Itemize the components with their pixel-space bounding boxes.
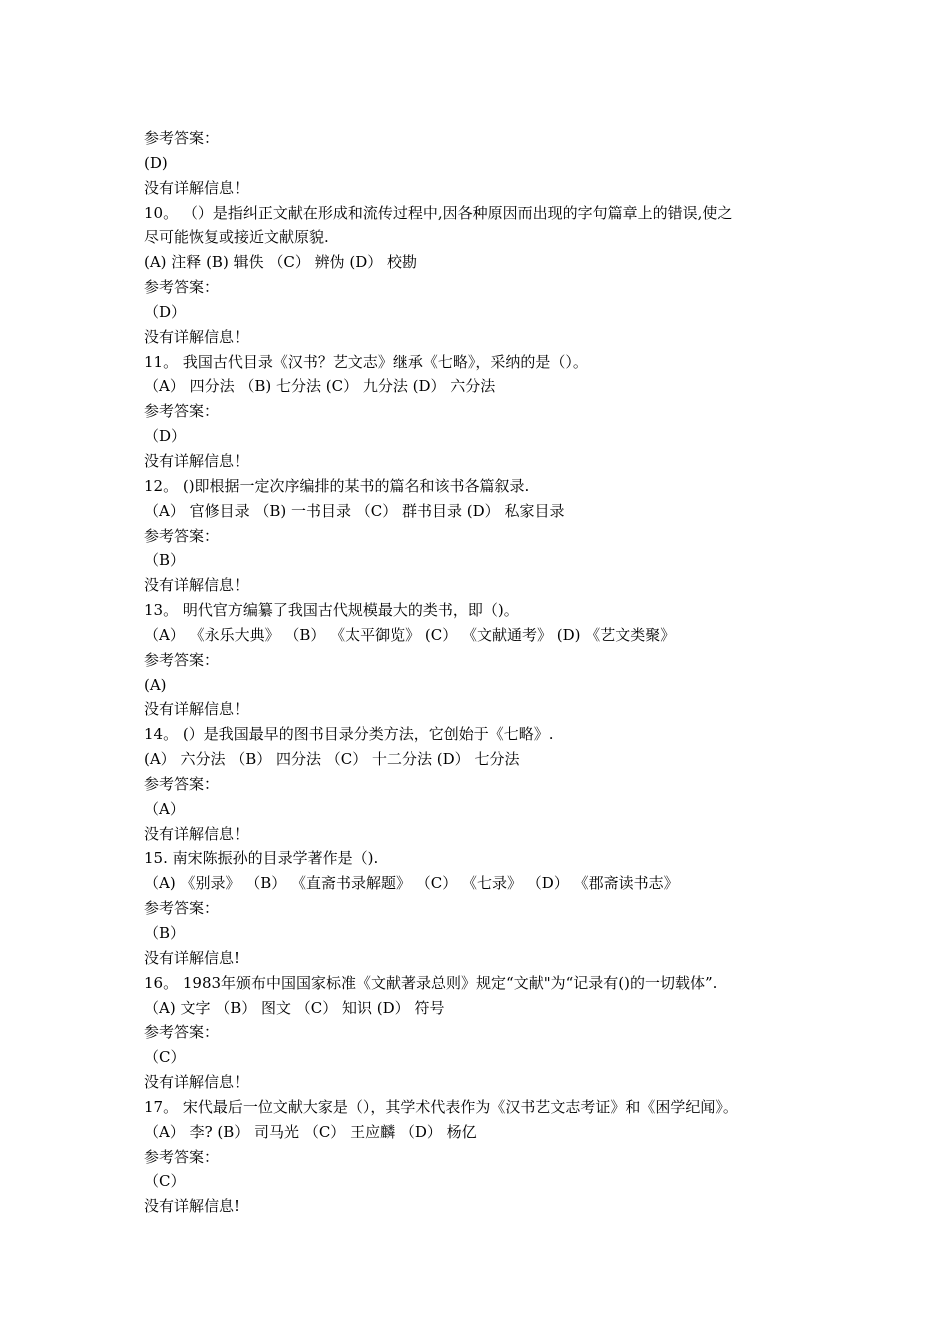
answer-label: 参考答案： xyxy=(144,1147,220,1166)
answer-value: （D） xyxy=(144,302,187,321)
question-16-options: （A) 文字 （B） 图文 （C） 知识 (D） 符号 xyxy=(144,998,445,1017)
no-detail-note: 没有详解信息！ xyxy=(144,327,250,346)
answer-value: (D) xyxy=(144,153,168,172)
answer-label: 参考答案： xyxy=(144,526,220,545)
no-detail-note: 没有详解信息！ xyxy=(144,178,250,197)
answer-label: 参考答案： xyxy=(144,899,220,918)
question-11-text: 11。 我国古代目录《汉书？艺文志》继承《七略》，采纳的是（）。 xyxy=(144,352,588,371)
question-14-text: 14。 (）是我国最早的图书目录分类方法，它创始于《七略》. xyxy=(144,725,554,744)
question-11-options: （A） 四分法 （B) 七分法 (C） 九分法 (D） 六分法 xyxy=(144,377,496,396)
document-page xyxy=(144,126,834,1219)
answer-label: 参考答案： xyxy=(144,1023,220,1042)
question-12-text: 12。 ()即根据一定次序编排的某书的篇名和该书各篇叙录. xyxy=(144,476,530,495)
no-detail-note: 没有详解信息！ xyxy=(144,824,250,843)
answer-value: （B） xyxy=(144,551,186,570)
answer-value: （C） xyxy=(144,1172,186,1191)
no-detail-note: 没有详解信息！ xyxy=(144,700,250,719)
no-detail-note: 没有详解信息！ xyxy=(144,451,250,470)
question-15-options: （A) 《别录》 （B） 《直斋书录解题》 （C） 《七录》 （D） 《郡斋读书志》 xyxy=(144,874,679,893)
question-10-options: (A) 注释 (B) 辑佚 （C） 辨伪 (D） 校勘 xyxy=(144,253,417,272)
answer-value: （D） xyxy=(144,427,187,446)
answer-value: （B） xyxy=(144,924,186,942)
question-17-text: 17。 宋代最后一位文献大家是（），其学术代表作为《汉书艺文志考证》和《困学纪闻》。 xyxy=(144,1097,738,1116)
answer-label: 参考答案： xyxy=(144,402,220,421)
question-17-options: （A） 李? (B） 司马光 （C） 王应麟 （D） 杨亿 xyxy=(144,1122,477,1141)
question-10-text: 10。 （）是指纠正文献在形成和流传过程中,因各种原因而出现的字句篇章上的错误,使之 xyxy=(144,203,733,222)
question-15-text: 15. 南宋陈振孙的目录学著作是（). xyxy=(144,849,379,868)
question-14-options: (A） 六分法 （B） 四分法 （C） 十二分法 (D） 七分法 xyxy=(144,750,520,769)
answer-value: （C） xyxy=(144,1048,186,1067)
no-detail-note: 没有详解信息！ xyxy=(144,576,250,595)
no-detail-note: 没有详解信息！ xyxy=(144,1073,250,1092)
answer-label: 参考答案： xyxy=(144,774,220,793)
answer-label: 参考答案： xyxy=(144,278,220,297)
question-16-text: 16。 1983年颁布中国国家标准《文献著录总则》规定“文献"为“记录有()的一切载体”. xyxy=(144,973,718,992)
answer-value: (A) xyxy=(144,675,167,694)
answer-label: 参考答案： xyxy=(144,129,220,147)
no-detail-note: 没有详解信息! xyxy=(144,1197,241,1216)
answer-label: 参考答案： xyxy=(144,650,220,669)
answer-value: （A） xyxy=(144,799,185,818)
question-10-text-cont: 尽可能恢复或接近文献原貌. xyxy=(144,228,329,247)
question-13-options: （A） 《永乐大典》 （B） 《太平御览》 (C） 《文献通考》 (D) 《艺文类聚》 xyxy=(144,625,676,644)
no-detail-note: 没有详解信息! xyxy=(144,948,241,967)
question-12-options: （A） 官修目录 （B) 一书目录 （C） 群书目录 (D） 私家目录 xyxy=(144,501,565,520)
question-13-text: 13。 明代官方编纂了我国古代规模最大的类书，即（)。 xyxy=(144,601,519,620)
